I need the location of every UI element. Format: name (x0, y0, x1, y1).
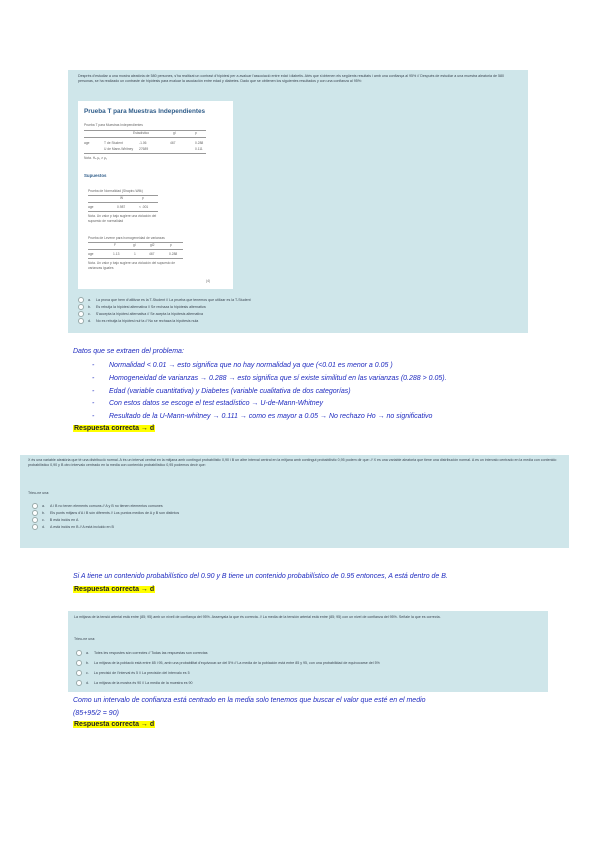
radio-icon[interactable] (32, 503, 38, 509)
question-1-options (78, 296, 518, 324)
table-row: U de Mann-Whitney (104, 147, 134, 151)
correct-answer-3: Respuesta correcta → d (74, 721, 155, 728)
radio-icon[interactable] (76, 650, 82, 656)
option-d[interactable]: d. La mitjana de la mostra és 90 // La media de la muestra es 90 (76, 678, 546, 688)
option-b[interactable]: b. La mitjana de la població està entre 85 i 95, amb una probabilitat d'equivocar-se del 5% // La media de la población está entre 85 y 95, con una probabilidad de equivocarse del 5% (76, 658, 546, 668)
option-c[interactable]: c. B està inclòs en A (32, 516, 562, 523)
divider (88, 249, 183, 250)
table-row: age (84, 141, 90, 145)
bullet-marker: - (92, 400, 95, 407)
radio-icon[interactable] (32, 524, 38, 530)
bullet-marker: - (92, 362, 95, 369)
radio-icon[interactable] (76, 680, 82, 686)
option-a[interactable]: a. La prova que hem d'utilitzar es la T-Student // La prueba que tenemos que utilizar es la T-Student (78, 296, 518, 303)
supuestos-title: Supuestos (84, 173, 107, 178)
answer-3-line-2: (85+95/2 = 90) (73, 710, 119, 717)
results-table-panel: Prueba T para Muestras Independientes Prueba T para Muestras Independientes Estadístico gl p age T de Student -1.06 467 0.288 U de Mann-Whitney 27689 0.111 Nota. Hₐ μ₁ ≠ μ₂ Supuestos Prueba de Normalidad (Shapiro-Wilk) W p age 0.987 < .001 Nota. Un valor p bajo sugiere una violación del supuesto de normalidad Prueba de Levene para homogeneidad de varianzas F gl gl2 p age 1.13 1 467 0.288 Nota. Un valor p bajo sugiere una violación del supuesto de varianzas iguales (4) (78, 101, 233, 289)
choose-label: Trieu-ne una: (74, 637, 96, 641)
bullet-marker: - (92, 413, 95, 420)
table-row: age (88, 205, 94, 209)
correct-answer-1: Respuesta correcta → d (74, 425, 155, 432)
radio-icon[interactable] (78, 311, 84, 317)
divider (88, 211, 158, 212)
radio-icon[interactable] (76, 670, 82, 676)
answer-1-intro: Datos que se extraen del problema: (73, 348, 184, 355)
correct-answer-2: Respuesta correcta → d (74, 586, 155, 593)
option-d[interactable]: d. A està inclòs en B // A está incluido en B (32, 523, 562, 530)
question-3-box (68, 611, 548, 692)
option-b[interactable]: b. Es rebutja la hipòtesi alternativa // Se rechaza la hipótesis alternativa (78, 303, 518, 310)
radio-icon[interactable] (78, 297, 84, 303)
option-a[interactable]: a. A i B no tenen elements comuns // A y B no tienen elementos comunes (32, 502, 562, 509)
levene-note: Nota. Un valor p bajo sugiere una violación del supuesto de varianzas iguales (88, 261, 176, 270)
option-b[interactable]: b. Els punts mitjans d'A i B són diferents // Los puntos medios de A y B son distintos (32, 509, 562, 516)
bullet-marker: - (92, 375, 95, 382)
bullet-5: Resultado de la U-Mann-whitney → 0.111 → como es mayor a 0.05 → No rechazo Ho → no significativo (109, 413, 433, 420)
radio-icon[interactable] (78, 304, 84, 310)
bullet-4: Con estos datos se escoge el test estadístico → U-de-Mann-Whitney (109, 400, 323, 407)
divider (88, 258, 183, 259)
question-2-options (32, 502, 562, 530)
page-number: (4) (206, 279, 211, 283)
radio-icon[interactable] (32, 510, 38, 516)
bullet-3: Edad (variable cuantitativa) y Diabetes (variable cualitativa de dos categorías) (109, 388, 351, 395)
option-c[interactable]: c. La precisió de l'interval és 5 // La precisión del intervalo es 5 (76, 668, 546, 678)
answer-2-text: Si A tiene un contenido probabilístico del 0.90 y B tiene un contenido probabilístico de 0.95 entonces, A está dentro de B. (73, 573, 448, 580)
question-1-prompt: Després d'estudiar a una mostra aleatòria de 580 persones, s'ha realitzat un contrast d'hipòtesi per a avaluar l'associació entre edat i diabetis. Atès que s'obtenen els següents resultats i amb una confiança al 95% // Después de estudiar a una muestra aleatoria de 580 personas, se ha realizado un contraste de hipótesis para evaluar la asociación entre edad y diabetes. Dado que se obtienen los siguientes resultados y con una confianza al 95%: (78, 74, 504, 84)
normality-title: Prueba de Normalidad (Shapiro-Wilk) (88, 189, 143, 193)
option-a[interactable]: a. Totes les respostes són correctes // Todas las respuestas son correctas (76, 648, 546, 658)
divider (84, 153, 206, 154)
bullet-1: Normalidad < 0.01 → esto significa que no hay normalidad ya que (<0.01 es menor a 0.05 ) (109, 362, 393, 369)
option-c[interactable]: c. S'accepta la hipòtesi alternativa // Se acepta la hipótesis alternativa (78, 310, 518, 317)
choose-label: Trieu-ne una: (28, 491, 50, 495)
table-note: Nota. Hₐ μ₁ ≠ μ₂ (84, 156, 108, 160)
divider (88, 202, 158, 203)
answer-3-line-1: Como un intervalo de confianza está centrado en la media solo tenemos que buscar el valor que esté en el medio (73, 697, 426, 704)
table-row: age (88, 252, 94, 256)
table-subtitle: Prueba T para Muestras Independientes (84, 123, 143, 127)
question-3-prompt: La mitjana de la tensió arterial està entre (85; 95) amb un nivell de confiança del 95%. Assenyala la que és correcta. // La media de la tensión arterial está entre (85; 95) con un nivel de confianza del 95%. Señale la que es correcta. (74, 615, 441, 619)
bullet-2: Homogeneidad de varianzas → 0.288 → esto significa que sí existe similitud en las varianzas (0.288 > 0.05). (109, 375, 447, 382)
question-3-options (76, 648, 546, 688)
option-d[interactable]: d. No es rebutja la hipòtesi nul·la // No se rechaza la hipótesis nula (78, 317, 518, 324)
normality-note: Nota. Un valor p bajo sugiere una violación del supuesto de normalidad (88, 214, 157, 223)
question-2-box (20, 455, 569, 548)
table-title: Prueba T para Muestras Independientes (84, 108, 206, 115)
divider (84, 137, 206, 138)
radio-icon[interactable] (32, 517, 38, 523)
question-2-prompt: X és una variable aleatòria que té una distribució normal. A és un interval central en la mitjana amb contingut probabilístic 0,90 i B un altre interval central en la mitjana amb contingut probabilístic 0,95 podem dir que: // X es una variable aleatoria que tiene una distribución normal. A es un intervalo centrado en la media con contenido probabilístico 0,90 y B otro intervalo centrado en la media con contenido probabilístico 0,95 podemos decir que: (28, 458, 557, 468)
radio-icon[interactable] (76, 660, 82, 666)
radio-icon[interactable] (78, 318, 84, 324)
bullet-marker: - (92, 388, 95, 395)
levene-title: Prueba de Levene para homogeneidad de varianzas (88, 236, 165, 240)
